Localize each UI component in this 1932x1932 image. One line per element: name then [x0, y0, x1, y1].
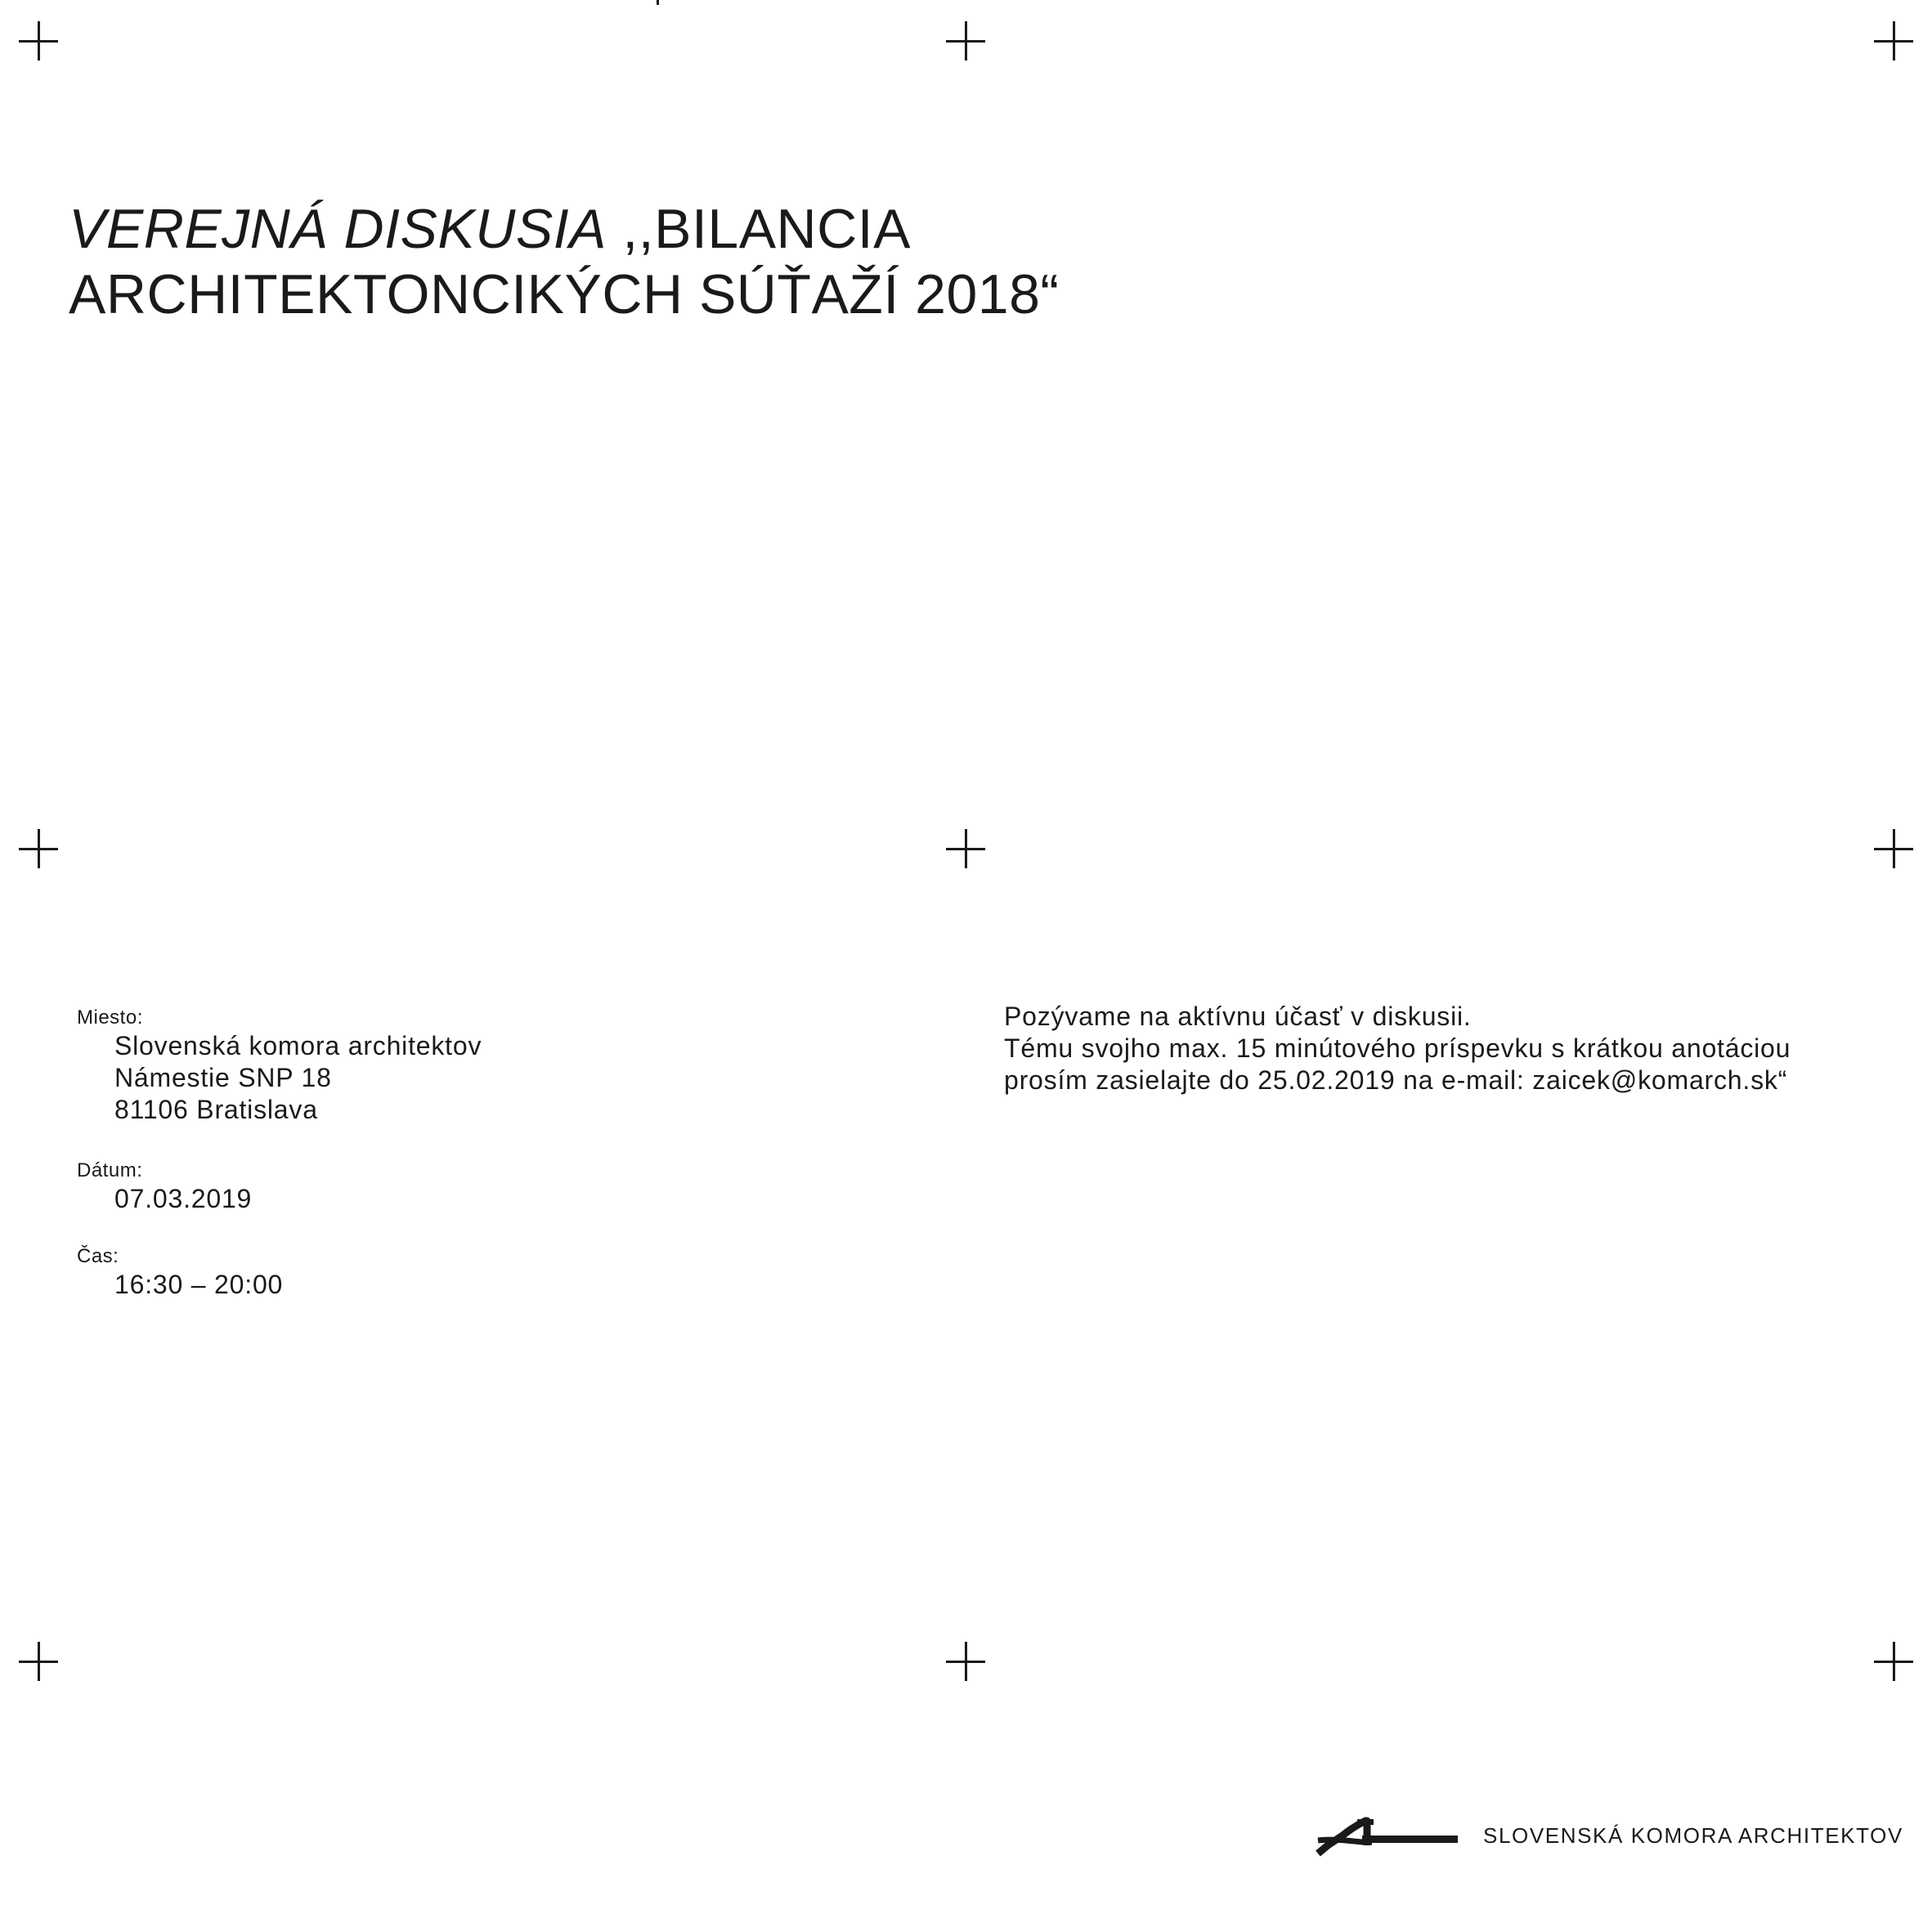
- crop-mark-middle-center: [946, 829, 985, 868]
- crop-mark-bottom-center: [946, 1642, 985, 1681]
- title-italic-part: VEREJNÁ DISKUSIA: [69, 198, 607, 260]
- page-title: [69, 196, 1060, 327]
- time-value: 16:30 – 20:00: [114, 1270, 284, 1299]
- crop-mark-top-left: [19, 21, 58, 61]
- top-edge-tick: [657, 0, 659, 5]
- place-line-street: Námestie SNP 18: [114, 1063, 332, 1092]
- time-group: [77, 1244, 813, 1301]
- crop-mark-middle-right: [1874, 829, 1913, 868]
- place-group: [77, 1006, 813, 1126]
- event-details: [77, 1006, 813, 1334]
- footer-org-name: SLOVENSKÁ KOMORA ARCHITEKTOV: [1483, 1822, 1903, 1848]
- invitation-line-3: prosím zasielajte do 25.02.2019 na e-mail: zaicek@komarch.sk“: [1004, 1065, 1788, 1095]
- time-label: Čas:: [77, 1245, 119, 1267]
- invitation-line-1: Pozývame na aktívnu účasť v diskusii.: [1004, 1002, 1472, 1031]
- crop-mark-bottom-right: [1874, 1642, 1913, 1681]
- place-label: Miesto:: [77, 1006, 143, 1029]
- invitation-text: [1004, 1001, 1903, 1096]
- crop-mark-top-right: [1874, 21, 1913, 61]
- crop-mark-middle-left: [19, 829, 58, 868]
- date-group: [77, 1159, 813, 1215]
- place-line-city: 81106 Bratislava: [114, 1095, 318, 1124]
- date-label: Dátum:: [77, 1159, 143, 1181]
- date-value: 07.03.2019: [114, 1184, 253, 1213]
- crop-mark-top-center: [946, 21, 985, 61]
- invitation-line-2: Tému svojho max. 15 minútového príspevku s krátkou anotáciou: [1004, 1033, 1791, 1063]
- place-line-venue: Slovenská komora architektov: [114, 1031, 482, 1060]
- title-line2: ARCHITEKTONCIKÝCH SÚŤAŽÍ 2018“: [69, 263, 1060, 325]
- title-line1-rest: ,,BILANCIA: [606, 198, 912, 260]
- crop-mark-bottom-left: [19, 1642, 58, 1681]
- footer-branding: [1315, 1811, 1903, 1860]
- ska-logo-icon: [1315, 1813, 1459, 1858]
